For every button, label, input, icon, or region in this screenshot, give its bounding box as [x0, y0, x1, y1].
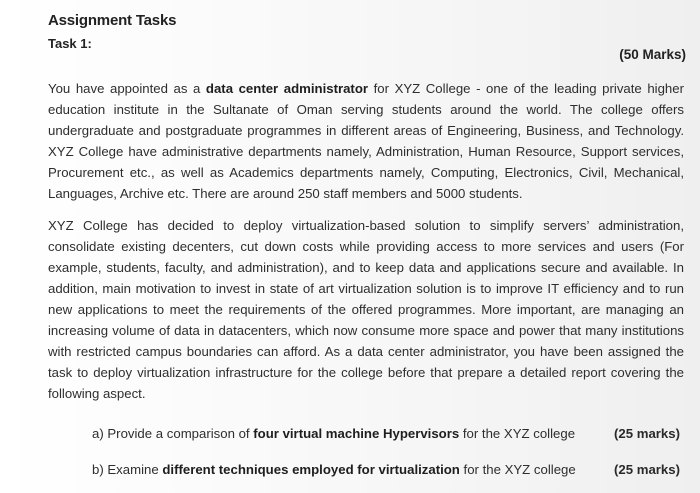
question-b-suffix: for the XYZ college — [459, 462, 576, 477]
context-paragraph: XYZ College has decided to deploy virtualization-based solution to simplify servers’ administration, consolidate existing decenters, cut down costs while providing access to more services and users (For example, students, faculty, and administration), and to keep data and applications secure and available. In addition, main motivation to invest in state of art virtualization solution is to improve IT efficiency and to run new applications to meet the requirements of the offered programmes. More important, are managing an increasing volume of data in datacenters, which now consume more space and power that many institutions with restricted campus boundaries can afford. As a data center administrator, you have been assigned the task to deploy virtualization infrastructure for the college before that prepare a detailed report covering the following aspect. — [48, 218, 684, 401]
page-title: Assignment Tasks — [48, 12, 177, 29]
question-a-prefix: a) Provide a comparison of — [92, 426, 254, 441]
task-label: Task 1: — [48, 36, 92, 51]
question-a-text — [92, 426, 575, 441]
intro-rest-text: for XYZ College - one of the leading private higher education institute in the Sultanate of Oman serving students around the world. The college offers undergraduate and postgraduate programmes in different areas of Engineering, Business, and Technology. XYZ College have administrative departments namely, Administration, Human Resource, Support services, Procurement etc., as well as Academics departments namely, Computing, Electronics, Civil, Mechanical, Languages, Archive etc. There are around 250 staff members and 5000 students. — [48, 81, 684, 201]
question-a-suffix: for the XYZ college — [459, 426, 576, 441]
question-b-prefix: b) Examine — [92, 462, 163, 477]
role-text: data center administrator — [205, 81, 369, 96]
question-a-marks: (25 marks) — [614, 426, 680, 441]
intro-paragraph — [48, 78, 684, 204]
question-b-bold: different techniques employed for virtualization — [162, 462, 460, 477]
question-b-marks: (25 marks) — [614, 462, 680, 477]
question-b-text — [92, 462, 576, 477]
total-marks: (50 Marks) — [619, 47, 686, 62]
question-a — [92, 426, 680, 441]
question-a-bold: four virtual machine Hypervisors — [253, 426, 460, 441]
question-b — [92, 462, 680, 477]
intro-text: You have appointed as a — [48, 81, 206, 96]
